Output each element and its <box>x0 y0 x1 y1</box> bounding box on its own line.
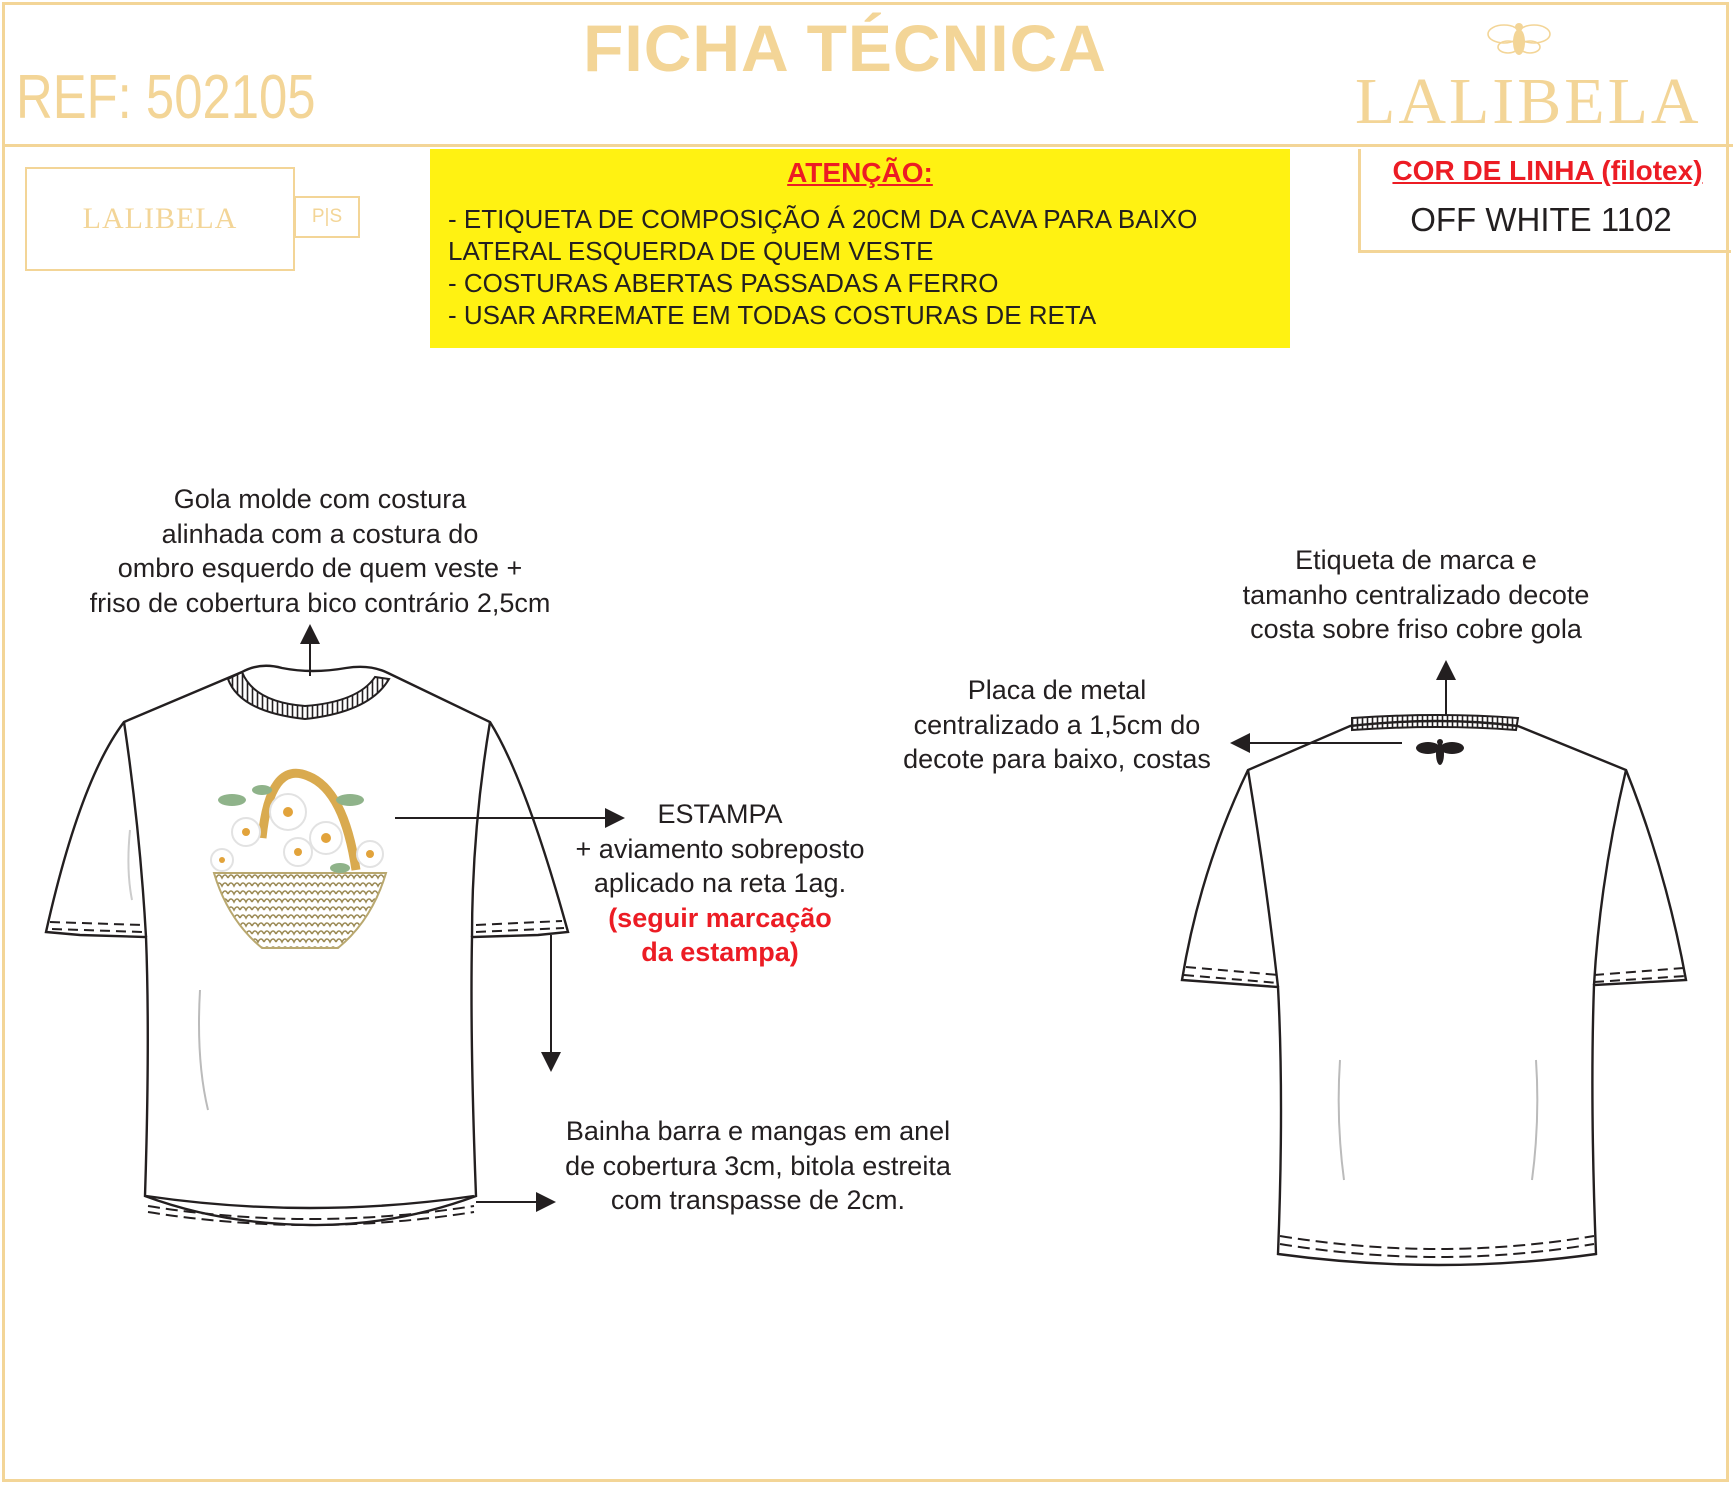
brand-label-sample: LALIBELA <box>25 167 295 271</box>
attention-title: ATENÇÃO: <box>787 157 933 188</box>
attention-line: - USAR ARREMATE EM TODAS COSTURAS DE RETA <box>448 300 1097 330</box>
page-title: FICHA TÉCNICA <box>583 11 1107 85</box>
attention-line: - COSTURAS ABERTAS PASSADAS A FERRO <box>448 268 999 298</box>
collar-note: Gola molde com costura alinhada com a costura do ombro esquerdo de quem veste + friso de cobertura bico contrário 2,5cm <box>89 484 551 618</box>
thread-color-value: OFF WHITE 1102 <box>1410 201 1672 238</box>
thread-color-title: COR DE LINHA (filotex) <box>1392 155 1703 186</box>
reference-code: REF: 502105 <box>16 63 316 132</box>
hem-note: Bainha barra e mangas em anel de cobertura 3cm, bitola estreita com transpasse de 2cm. <box>565 1116 951 1215</box>
metal-plate-note: Placa de metal centralizado a 1,5cm do decote para baixo, costas <box>903 675 1211 774</box>
brand-logo: LALIBELA <box>1355 65 1702 138</box>
size-label-sample: P|S <box>294 196 360 238</box>
brand-label-note: Etiqueta de marca e tamanho centralizado decote costa sobre friso cobre gola <box>1242 545 1590 644</box>
print-note: ESTAMPA + aviamento sobreposto aplicado na reta 1ag. (seguir marcação da estampa) <box>575 799 865 967</box>
attention-line: LATERAL ESQUERDA DE QUEM VESTE <box>448 236 934 266</box>
back-tshirt <box>1182 715 1686 1265</box>
attention-line: - ETIQUETA DE COMPOSIÇÃO Á 20CM DA CAVA PARA BAIXO <box>448 204 1198 234</box>
